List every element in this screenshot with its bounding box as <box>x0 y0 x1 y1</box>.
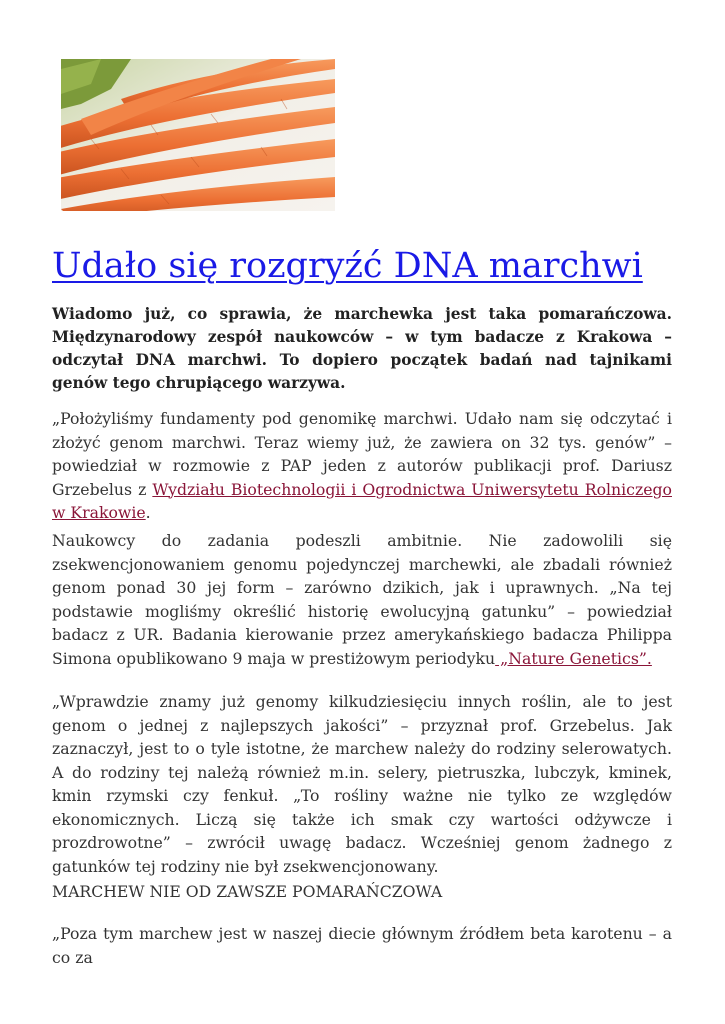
nature-genetics-link[interactable]: „Nature Genetics”. <box>495 648 652 668</box>
faculty-link[interactable]: Wydziału Biotechnologii i Ogrodnictwa Uniwersytetu Rolniczego w Krakowie <box>52 479 672 522</box>
paragraph-1-end: . <box>145 503 151 522</box>
paragraph-2-text: Naukowcy do zadania podeszli ambitnie. Nie zadowolili się zsekwencjonowaniem genomu pojedynczej marchewki, ale zbadali również genom ponad 30 jej form – zarówno dzikich, jak i uprawnych. „Na tej podstawie mogliśmy określić historię ewolucyjną gatunku” – powiedział badacz z UR. Badania kierowanie przez amerykańskiego badacza Philippa Simona opublikowano 9 maja w prestiżowym periodyku <box>52 531 672 668</box>
paragraph-2 <box>52 529 672 670</box>
paragraph-1 <box>52 407 672 525</box>
article-title-link[interactable]: Udało się rozgryźć DNA marchwi <box>52 246 643 286</box>
paragraph-3: „Wprawdzie znamy już genomy kilkudziesięciu innych roślin, ale to jest genom o jednej z najlepszych jakości” – przyznał prof. Grzebelus. Jak zaznaczył, jest to o tyle istotne, że marchew należy do rodziny selerowatych. A do rodziny tej należą również m.in. selery, pietruszka, lubczyk, kminek, kmin rzymski czy fenkuł. „To rośliny ważne nie tylko ze względów ekonomicznych. Liczą się także ich smak czy wartości odżywcze i prozdrowotne” – zwrócił uwagę badacz. Wcześniej genom żadnego z gatunków tej rodziny nie był zsekwencjonowany. <box>52 692 672 876</box>
section-heading: MARCHEW NIE OD ZAWSZE POMARAŃCZOWA <box>52 882 443 901</box>
article-title[interactable] <box>52 240 682 292</box>
article-lead: Wiadomo już, co sprawia, że marchewka jest taka pomarańczowa. Międzynarodowy zespół naukowców – w tym badacze z Krakowa – odczytał DNA marchwi. To dopiero początek badań nad tajnikami genów tego chrupiącego warzywa. <box>52 305 672 392</box>
carrots-image-icon <box>61 59 335 211</box>
paragraph-5: „Poza tym marchew jest w naszej diecie głównym źródłem beta karotenu – a co za <box>52 924 672 967</box>
carrots-photo <box>61 59 335 211</box>
paragraph-1-text: „Położyliśmy fundamenty pod genomikę marchwi. Udało nam się odczytać i złożyć genom marchwi. Teraz wiemy już, że zawiera on 32 tys. genów” – powiedział w rozmowie z PAP jeden z autorów publikacji prof. Dariusz Grzebelus z <box>52 409 672 499</box>
